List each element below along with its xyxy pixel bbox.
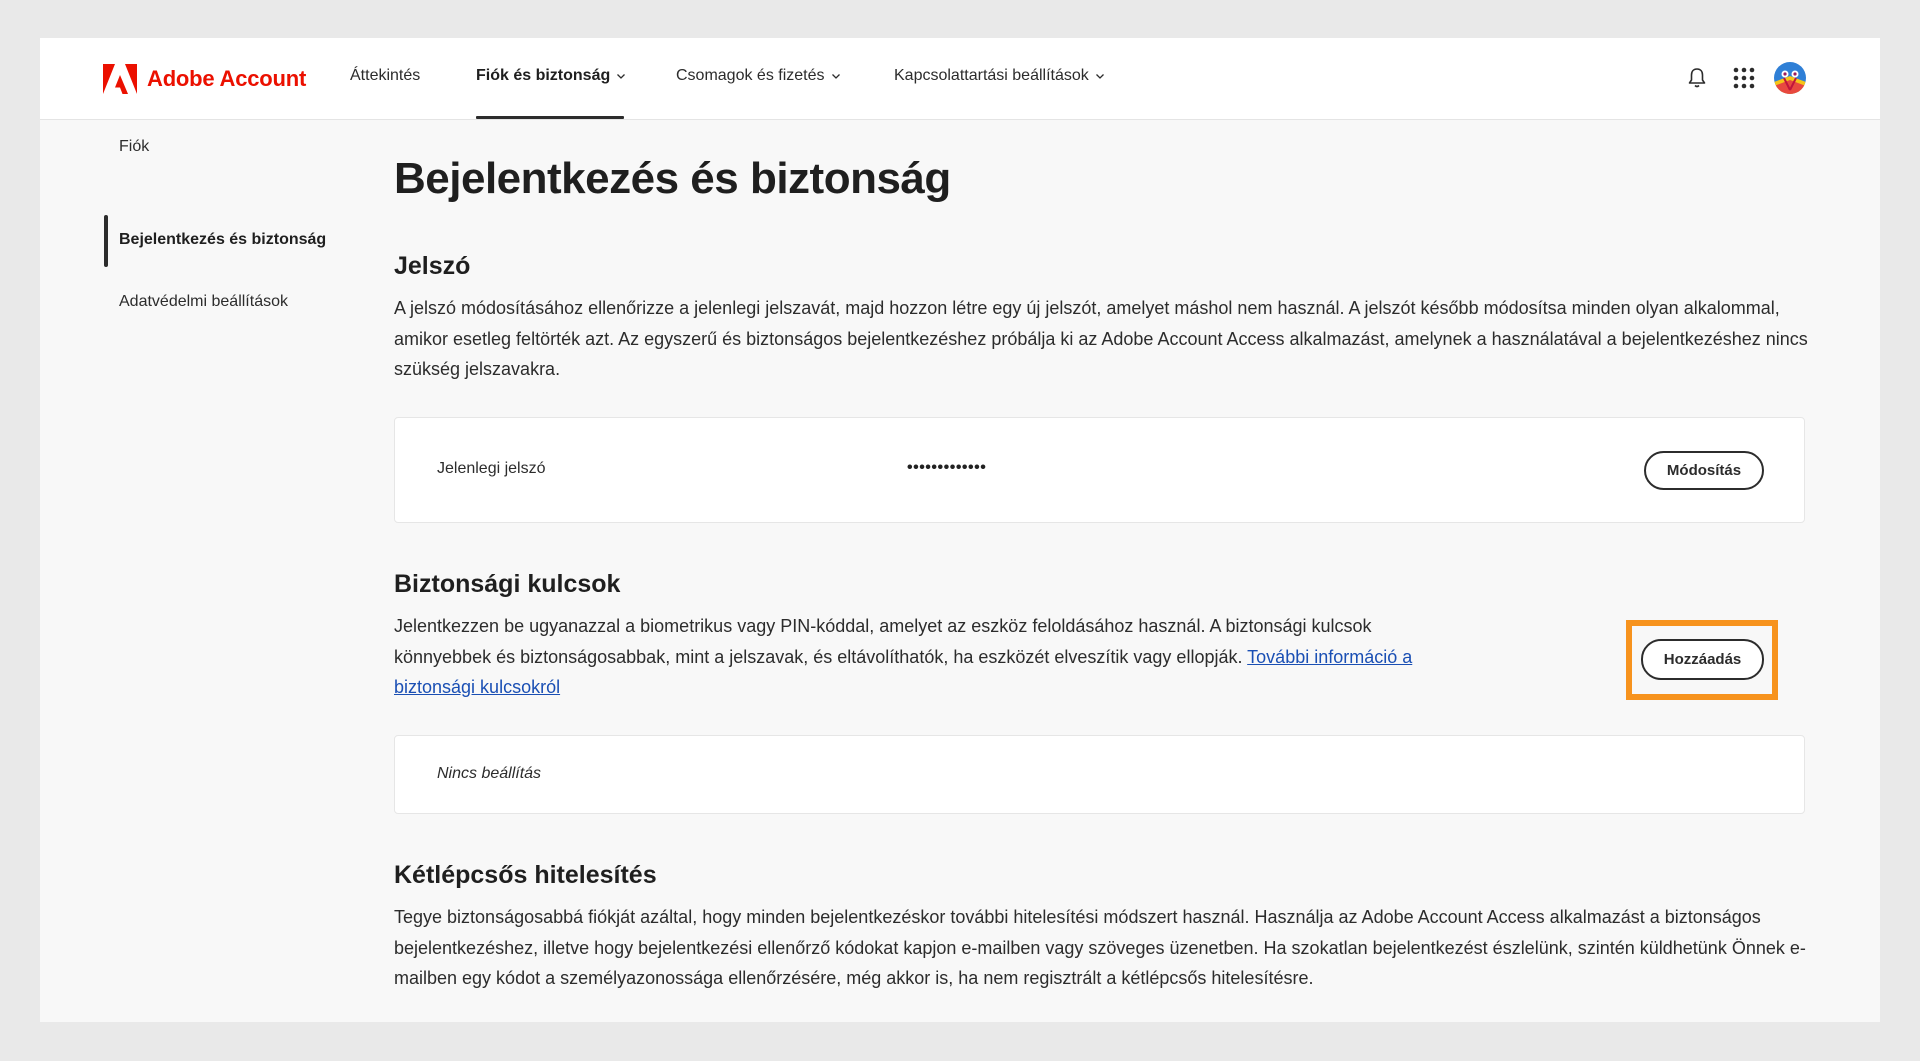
adobe-account-logo[interactable] (103, 64, 306, 94)
page-title: Bejelentkezés és biztonság (394, 154, 951, 203)
current-password-label: Jelenlegi jelszó (437, 460, 546, 477)
nav-label: Fiók és biztonság (476, 67, 611, 84)
security-keys-text: Jelentkezzen be ugyanazzal a biometrikus vagy PIN-kóddal, amelyet az eszköz feloldásához használ. A biztonsági kulcsok könnyebbek és biztonságosabbak, mint a jelszavak, és eltávolíthatók, ha eszközét elveszítik vagy ellopják. (394, 616, 1372, 667)
nav-label: Kapcsolattartási beállítások (894, 67, 1089, 84)
masked-password: ••••••••••••• (907, 459, 987, 476)
nav-communication-preferences[interactable] (894, 67, 1105, 85)
security-keys-description (394, 611, 1434, 703)
password-heading: Jelszó (394, 252, 471, 280)
app-grid-icon (1733, 67, 1755, 89)
chevron-down-icon (831, 71, 841, 81)
nav-plans-payment[interactable] (676, 67, 841, 85)
change-password-button[interactable]: Módosítás (1644, 451, 1764, 490)
apps-button[interactable] (1730, 64, 1758, 92)
nav-overview[interactable] (350, 67, 420, 85)
no-security-keys-label: Nincs beállítás (437, 765, 542, 782)
brand-name: Adobe Account (147, 66, 307, 91)
add-security-key-button[interactable]: Hozzáadás (1641, 639, 1764, 680)
bell-icon (1687, 67, 1707, 89)
nav-account-security[interactable] (476, 67, 626, 85)
sidebar-item-privacy-settings[interactable]: Adatvédelmi beállítások (119, 293, 288, 310)
sidebar-item-account[interactable]: Fiók (119, 138, 150, 155)
user-avatar-icon (1774, 62, 1806, 94)
active-nav-indicator (476, 116, 624, 119)
two-step-heading: Kétlépcsős hitelesítés (394, 861, 657, 889)
adobe-logo-icon (103, 64, 137, 94)
chevron-down-icon (1095, 71, 1105, 81)
sidebar-item-sign-in-security[interactable]: Bejelentkezés és biztonság (119, 231, 327, 248)
top-header (40, 38, 1880, 120)
nav-label: Áttekintés (350, 67, 421, 84)
learn-more-security-keys-link[interactable]: További információ a biztonsági kulcsokról (394, 646, 1413, 697)
two-step-description: Tegye biztonságosabbá fiókját azáltal, hogy minden bejelentkezéskor további hitelesítési módszert használ. Használja az Adobe Account Access alkalmazást a biztonságos bejelentkezéshez, illetve hogy bejelentkezési ellenőrző kódokat kapjon e-mailben vagy szöveges üzenetben. Ha szokatlan bejelentkezést észlelünk, szintén küldhetünk Önnek e-mailben egy kódot a személyazonossága ellenőrzésére, még akkor is, ha nem regisztrált a kétlépcsős hitelesítésre. (394, 907, 1806, 988)
nav-label: Csomagok és fizetés (676, 67, 825, 84)
security-keys-card (394, 735, 1805, 814)
avatar[interactable] (1774, 62, 1806, 94)
password-description: A jelszó módosításához ellenőrizze a jelenlegi jelszavát, majd hozzon létre egy új jelszót, amelyet máshol nem használ. A jelszót később módosítsa minden olyan alkalommal, amikor esetleg feltörték azt. Az egyszerű és biztonságos bejelentkezéshez próbálja ki az Adobe Account Access alkalmazást, amelynek a használatával a bejelentkezéshez nincs szükség jelszavakra. (394, 298, 1808, 379)
security-keys-heading: Biztonsági kulcsok (394, 570, 621, 598)
notifications-button[interactable] (1683, 64, 1711, 92)
chevron-down-icon (616, 71, 626, 81)
sidebar-active-indicator (104, 215, 108, 267)
current-password-card (394, 417, 1805, 523)
browser-page (40, 38, 1880, 1022)
